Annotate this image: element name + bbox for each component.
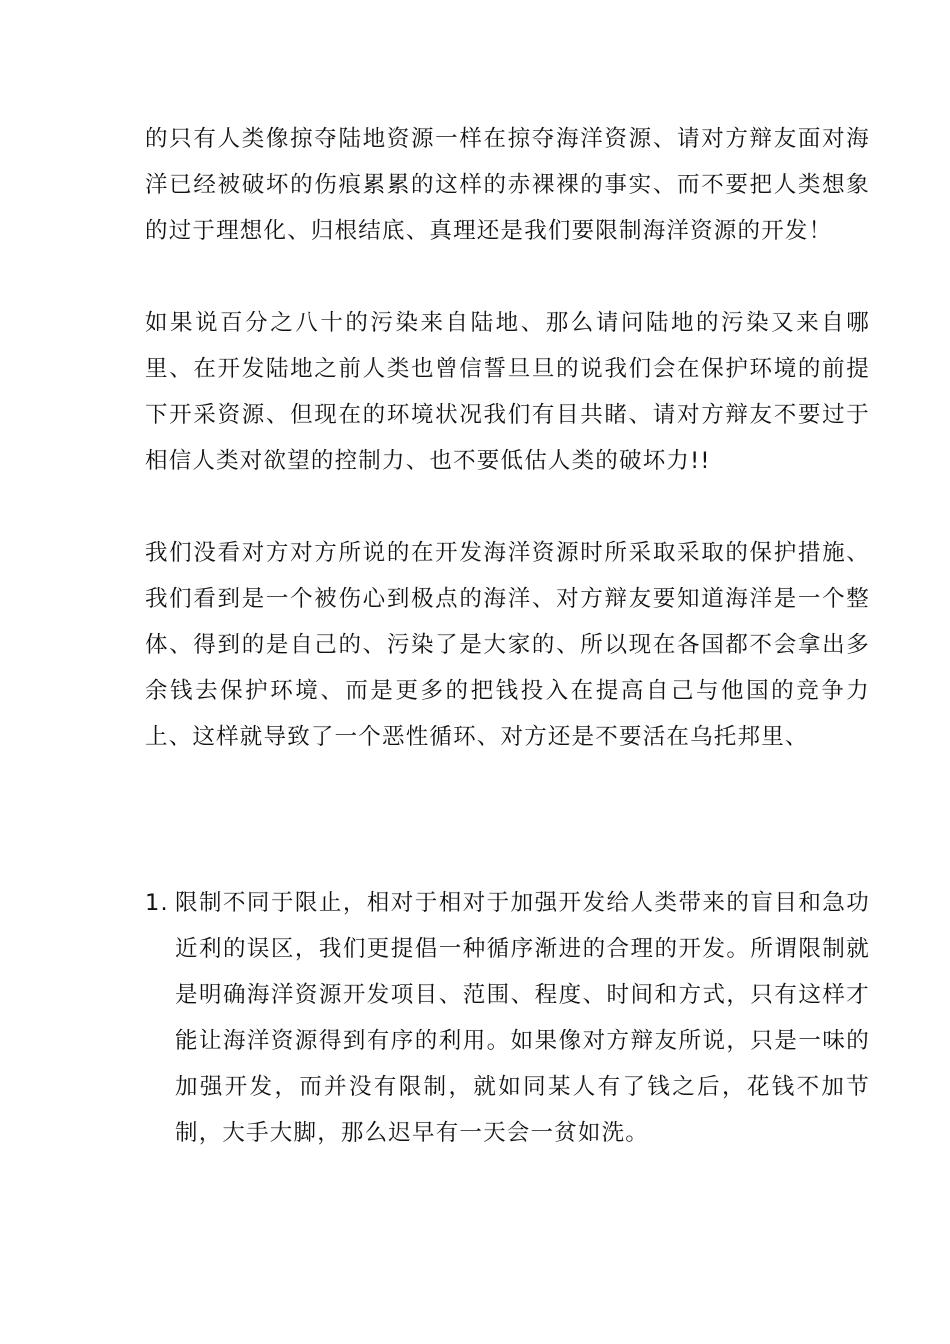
list-item <box>145 880 870 1156</box>
paragraph-2: 如果说百分之八十的污染来自陆地、那么请问陆地的污染又来自哪里、在开发陆地之前人类也曾信誓旦旦的说我们会在保护环境的前提下开采资源、但现在的环境状况我们有目共睹、请对方辩友不要过于相信人类对欲望的控制力、也不要低估人类的破坏力!! <box>145 310 870 474</box>
list-marker: 1. <box>145 890 169 916</box>
paragraph-3: 我们没看对方对方所说的在开发海洋资源时所采取采取的保护措施、我们看到是一个被伤心到极点的海洋、对方辩友要知道海洋是一个整体、得到的是自己的、污染了是大家的、所以现在各国都不会拿出多余钱去保护环境、而是更多的把钱投入在提高自己与他国的竞争力上、这样就导致了一个恶性循环、对方还是不要活在乌托邦里、 <box>145 540 870 750</box>
numbered-list <box>145 880 870 1156</box>
document-page <box>145 116 870 1156</box>
list-item-text: 限制不同于限止，相对于相对于加强开发给人类带来的盲目和急功近利的误区，我们更提倡一种循序渐进的合理的开发。所谓限制就是明确海洋资源开发项目、范围、程度、时间和方式，只有这样才能让海洋资源得到有序的利用。如果像对方辩友所说，只是一味的加强开发，而并没有限制，就如同某人有了钱之后，花钱不加节制，大手大脚，那么迟早有一天会一贫如洗。 <box>175 890 870 1146</box>
paragraph-1: 的只有人类像掠夺陆地资源一样在掠夺海洋资源、请对方辩友面对海洋已经被破坏的伤痕累累的这样的赤裸裸的事实、而不要把人类想象的过于理想化、归根结底、真理还是我们要限制海洋资源的开发！ <box>145 126 870 244</box>
